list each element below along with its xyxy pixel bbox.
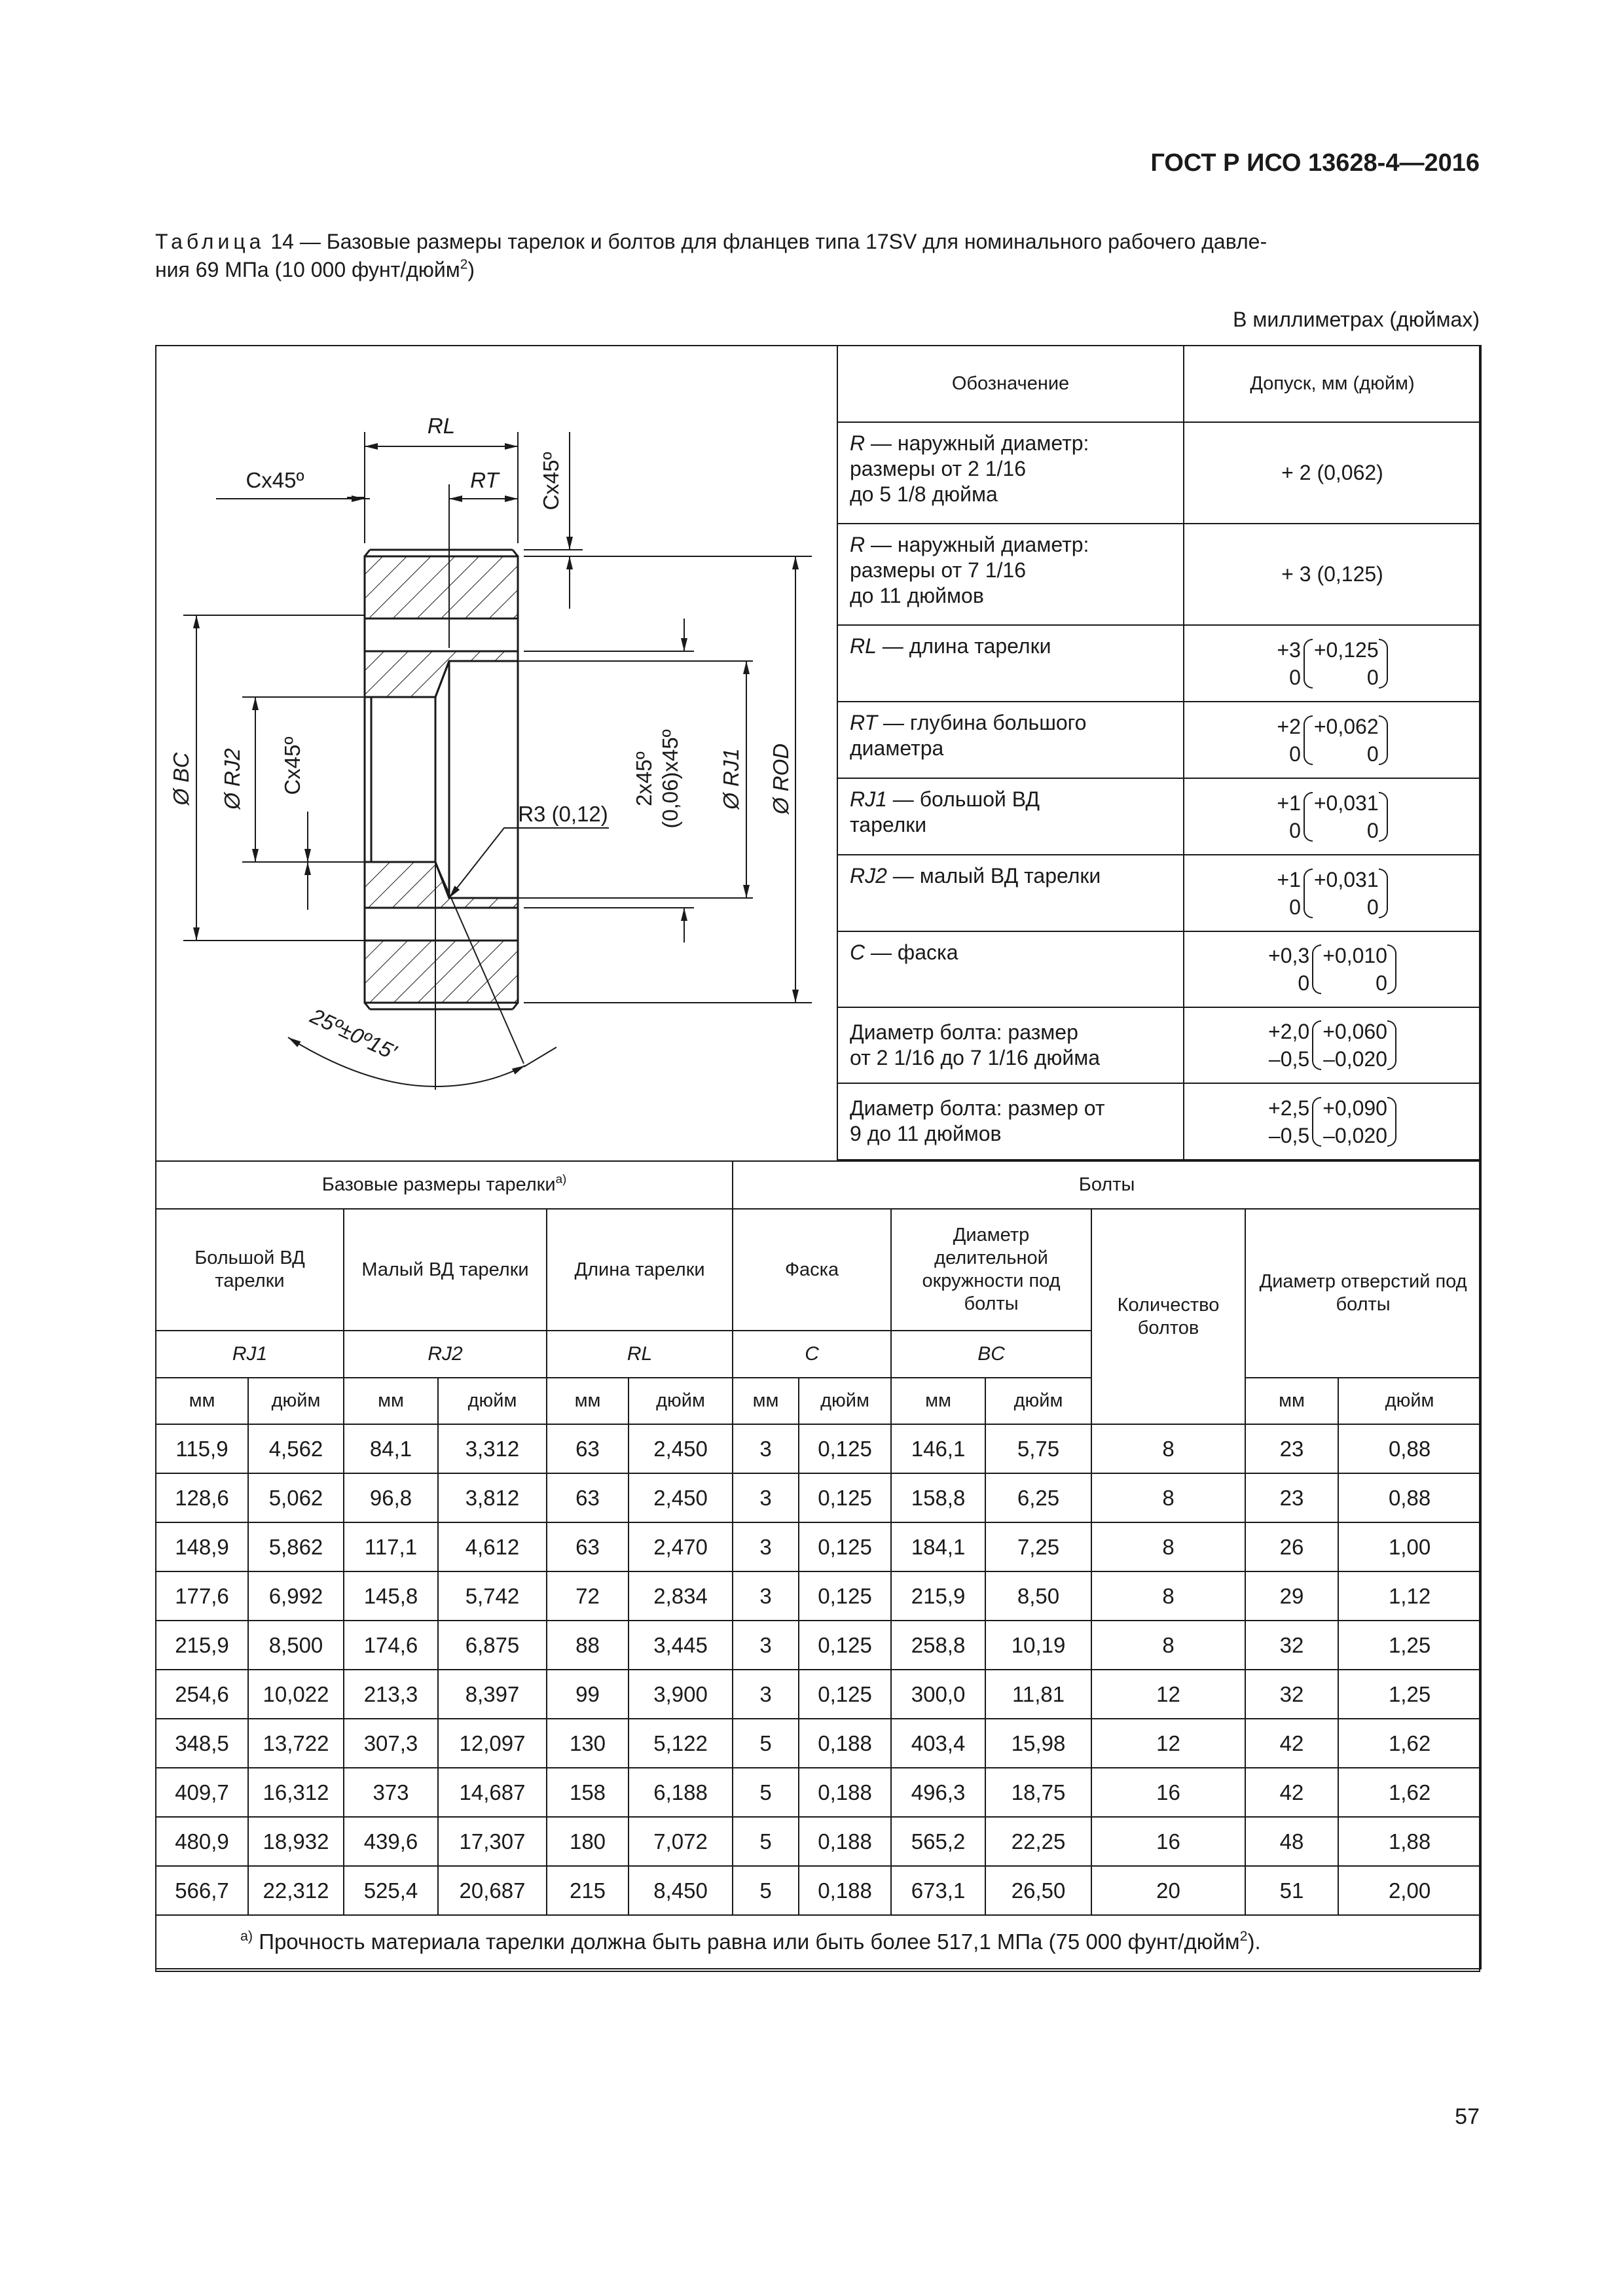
tol-row: R — наружный диаметр: размеры от 2 1/16 до 5 1/8 дюйма + 2 (0,062) [837,422,1481,524]
table-cell: 128,6 [156,1473,248,1522]
table-cell: 1,25 [1338,1670,1481,1719]
table-cell: 8 [1091,1571,1245,1621]
tol-value: + 2 (0,062) [1184,422,1481,524]
table-cell: 14,687 [438,1768,547,1817]
table-cell: 2,00 [1338,1866,1481,1915]
table-cell: 5 [733,1866,799,1915]
table-cell: 22,312 [248,1866,344,1915]
table-cell: 8 [1091,1621,1245,1670]
table-cell: 0,188 [799,1866,891,1915]
table-cell: 20 [1091,1866,1245,1915]
header-length: Длина тарелки [547,1209,733,1331]
table-cell: 3,445 [629,1621,733,1670]
label-chamfer-b: (0,06)x45º [658,729,682,829]
table-cell: 8,450 [629,1866,733,1915]
label-cx45-top: Cx45º [539,452,563,511]
table-cell: 7,25 [985,1522,1091,1571]
table-cell: 6,992 [248,1571,344,1621]
table-cell: 23 [1245,1424,1338,1473]
table-cell: 3 [733,1670,799,1719]
label-rt: RT [470,468,499,492]
tol-row: Диаметр болта: размер от 2 1/16 до 7 1/16 дюйма +2,0 –0,5 +0,060 –0,020 [837,1007,1481,1083]
table-cell: 8 [1091,1522,1245,1571]
table-cell: 180 [547,1817,629,1866]
table-cell: 8,397 [438,1670,547,1719]
footnote: $^{а)}$ Прочность материала тарелки должна быть равна или быть более 517,1 МПа (75 000 фунт/дюйм$^2$). [156,1915,1481,1969]
table-cell: 15,98 [985,1719,1091,1768]
caption-text-b: ния 69 МПа (10 000 фунт/дюйм [155,258,460,281]
caption-text-a: 14 — Базовые размеры тарелок и болтов для фланцев типа 17SV для номинального рабочего давле- [264,230,1267,253]
header-chamfer: Фаска [733,1209,891,1331]
table-cell: 145,8 [344,1571,438,1621]
table-cell: 16 [1091,1817,1245,1866]
unit-in: дюйм [1338,1378,1481,1424]
table-row [156,1522,1481,1571]
table-cell: 7,072 [629,1817,733,1866]
table-cell: 0,125 [799,1571,891,1621]
table-cell: 177,6 [156,1571,248,1621]
table-cell: 10,022 [248,1670,344,1719]
table-cell: 12 [1091,1719,1245,1768]
table-cell: 8,50 [985,1571,1091,1621]
table-cell: 0,125 [799,1621,891,1670]
table-cell: 63 [547,1473,629,1522]
table-cell: 0,88 [1338,1424,1481,1473]
table-cell: 32 [1245,1621,1338,1670]
unit-in: дюйм [438,1378,547,1424]
table-cell: 409,7 [156,1768,248,1817]
table-cell: 373 [344,1768,438,1817]
table-row [156,1866,1481,1915]
header-seat-dims: Базовые размеры тарелки$^{а)}$ [156,1161,733,1209]
table-cell: 1,00 [1338,1522,1481,1571]
table-cell: 2,450 [629,1473,733,1522]
table-cell: 5 [733,1817,799,1866]
table-cell: 2,470 [629,1522,733,1571]
label-cx45-left: Cx45º [246,468,304,492]
header-bolt-hole: Диаметр отверстий под болты [1245,1209,1481,1378]
header-small-id: Малый ВД тарелки [344,1209,547,1331]
label-rj1: Ø RJ1 [719,748,743,810]
tol-value: +3 0 +0,125 0 [1277,636,1387,691]
label-rl: RL [427,414,456,438]
table-cell: 158,8 [891,1473,985,1522]
table-cell: 8 [1091,1473,1245,1522]
table-cell: 3,812 [438,1473,547,1522]
label-bc: Ø BC [169,752,193,806]
table-cell: 29 [1245,1571,1338,1621]
table-row [156,1473,1481,1522]
table-cell: 403,4 [891,1719,985,1768]
tol-row: RJ2 — малый ВД тарелки +1 0 +0,031 0 [837,855,1481,931]
table-cell: 300,0 [891,1670,985,1719]
table-cell: 5,742 [438,1571,547,1621]
tol-value: +2 0 +0,062 0 [1277,713,1387,768]
table-cell: 13,722 [248,1719,344,1768]
table-cell: 146,1 [891,1424,985,1473]
table-cell: 215 [547,1866,629,1915]
table-cell: 16 [1091,1768,1245,1817]
seat-drawing [156,346,837,1161]
table-cell: 1,12 [1338,1571,1481,1621]
header-large-id: Большой ВД тарелки [156,1209,344,1331]
table-cell: 5,862 [248,1522,344,1571]
table-cell: 4,562 [248,1424,344,1473]
header-bolt-circle: Диаметр делительной окружности под болты [891,1209,1091,1331]
table-cell: 0,125 [799,1473,891,1522]
table-cell: 1,25 [1338,1621,1481,1670]
tol-value: +1 0 +0,031 0 [1277,866,1387,921]
table-cell: 99 [547,1670,629,1719]
table-cell: 84,1 [344,1424,438,1473]
table-cell: 439,6 [344,1817,438,1866]
table-cell: 117,1 [344,1522,438,1571]
label-cx45-vert: Cx45º [280,736,304,795]
table-cell: 566,7 [156,1866,248,1915]
table-row [156,1817,1481,1866]
table-cell: 11,81 [985,1670,1091,1719]
symbol-rj2: RJ2 [344,1331,547,1378]
table-row [156,1571,1481,1621]
table-cell: 673,1 [891,1866,985,1915]
table-cell: 96,8 [344,1473,438,1522]
table-cell: 0,125 [799,1522,891,1571]
table-cell: 48 [1245,1817,1338,1866]
table-cell: 26,50 [985,1866,1091,1915]
table-cell: 6,188 [629,1768,733,1817]
table-cell: 0,188 [799,1817,891,1866]
tol-row: R — наружный диаметр: размеры от 7 1/16 до 11 дюймов + 3 (0,125) [837,524,1481,625]
table-cell: 2,450 [629,1424,733,1473]
table-cell: 3 [733,1424,799,1473]
table-cell: 10,19 [985,1621,1091,1670]
tol-row: C — фаска +0,3 0 +0,010 0 [837,931,1481,1007]
table-cell: 1,62 [1338,1719,1481,1768]
table-cell: 5,122 [629,1719,733,1768]
table-cell: 0,125 [799,1670,891,1719]
tolerance-table [837,345,1482,1160]
unit-mm: мм [156,1378,248,1424]
table-cell: 158 [547,1768,629,1817]
caption-sup: 2 [460,257,468,272]
table-cell: 3,312 [438,1424,547,1473]
table-cell: 8 [1091,1424,1245,1473]
table-cell: 0,125 [799,1424,891,1473]
tol-value: +1 0 +0,031 0 [1277,789,1387,844]
tol-value: + 3 (0,125) [1184,524,1481,625]
table-row [156,1670,1481,1719]
unit-mm: мм [733,1378,799,1424]
unit-in: дюйм [629,1378,733,1424]
table-row [156,1424,1481,1473]
table-cell: 3 [733,1522,799,1571]
table-cell: 130 [547,1719,629,1768]
symbol-rl: RL [547,1331,733,1378]
caption-text-c: ) [467,258,475,281]
table-cell: 63 [547,1424,629,1473]
label-rj2: Ø RJ2 [220,748,244,810]
table-row [156,1768,1481,1817]
table-row [156,1621,1481,1670]
unit-mm: мм [547,1378,629,1424]
table-cell: 1,88 [1338,1817,1481,1866]
label-r3: R3 (0,12) [518,802,608,826]
table-caption [155,228,1484,284]
symbol-c: C [733,1331,891,1378]
table-cell: 565,2 [891,1817,985,1866]
table-cell: 148,9 [156,1522,248,1571]
table-cell: 254,6 [156,1670,248,1719]
table-cell: 3,900 [629,1670,733,1719]
table-cell: 215,9 [156,1621,248,1670]
unit-in: дюйм [985,1378,1091,1424]
table-cell: 18,932 [248,1817,344,1866]
table-cell: 63 [547,1522,629,1571]
label-angle: 25º±0º15′ [306,1003,401,1064]
table-cell: 174,6 [344,1621,438,1670]
table-cell: 0,188 [799,1768,891,1817]
table-cell: 307,3 [344,1719,438,1768]
table-cell: 115,9 [156,1424,248,1473]
tol-row: RJ1 — большой ВД тарелки +1 0 +0,031 0 [837,778,1481,855]
tol-value: +0,3 0 +0,010 0 [1268,942,1396,997]
tol-value: +2,5 –0,5 +0,090 –0,020 [1268,1094,1396,1149]
table-cell: 184,1 [891,1522,985,1571]
table-cell: 8,500 [248,1621,344,1670]
table-cell: 20,687 [438,1866,547,1915]
table-cell: 23 [1245,1473,1338,1522]
symbol-rj1: RJ1 [156,1331,344,1378]
table-cell: 0,188 [799,1719,891,1768]
tol-value: +2,0 –0,5 +0,060 –0,020 [1268,1018,1396,1073]
table-cell: 6,875 [438,1621,547,1670]
unit-in: дюйм [799,1378,891,1424]
table-cell: 215,9 [891,1571,985,1621]
tol-row: RL — длина тарелки +3 0 +0,125 0 [837,625,1481,702]
table-cell: 12,097 [438,1719,547,1768]
table-cell: 51 [1245,1866,1338,1915]
table-cell: 496,3 [891,1768,985,1817]
table-cell: 213,3 [344,1670,438,1719]
table-cell: 18,75 [985,1768,1091,1817]
units-note: В миллиметрах (дюймах) [1233,308,1480,331]
table-cell: 42 [1245,1719,1338,1768]
table-cell: 42 [1245,1768,1338,1817]
table-cell: 1,62 [1338,1768,1481,1817]
table-cell: 72 [547,1571,629,1621]
unit-mm: мм [1245,1378,1338,1424]
caption-label: Таблица [155,230,265,253]
symbol-bc: BC [891,1331,1091,1378]
tol-row: RT — глубина большого диаметра +2 0 +0,062 0 [837,702,1481,778]
table-cell: 0,88 [1338,1473,1481,1522]
table-cell: 5 [733,1768,799,1817]
table-cell: 16,312 [248,1768,344,1817]
table-cell: 32 [1245,1670,1338,1719]
unit-in: дюйм [248,1378,344,1424]
table-cell: 26 [1245,1522,1338,1571]
label-chamfer-a: 2x45º [632,751,656,806]
table-cell: 17,307 [438,1817,547,1866]
tol-header-tolerance: Допуск, мм (дюйм) [1184,346,1481,422]
table-cell: 525,4 [344,1866,438,1915]
unit-mm: мм [344,1378,438,1424]
unit-mm: мм [891,1378,985,1424]
label-rod: Ø ROD [769,743,793,815]
page-number: 57 [1455,2104,1480,2129]
table-cell: 5 [733,1719,799,1768]
header-bolts: Болты [733,1161,1481,1209]
table-cell: 3 [733,1571,799,1621]
table-cell: 5,062 [248,1473,344,1522]
table-cell: 4,612 [438,1522,547,1571]
table-cell: 2,834 [629,1571,733,1621]
table-cell: 3 [733,1473,799,1522]
table-cell: 348,5 [156,1719,248,1768]
table-cell: 480,9 [156,1817,248,1866]
seat-cross-section [365,556,518,1003]
tol-header-designation: Обозначение [837,346,1184,422]
table-cell: 12 [1091,1670,1245,1719]
table-cell: 3 [733,1621,799,1670]
table-cell: 22,25 [985,1817,1091,1866]
table-row [156,1719,1481,1768]
header-bolt-count: Количество болтов [1091,1209,1245,1424]
table-cell: 258,8 [891,1621,985,1670]
table-cell: 5,75 [985,1424,1091,1473]
tol-row: Диаметр болта: размер от 9 до 11 дюймов +2,5 –0,5 +0,090 –0,020 [837,1083,1481,1160]
table-cell: 88 [547,1621,629,1670]
dimensions-table [155,1160,1482,1969]
standard-designation: ГОСТ Р ИСО 13628-4—2016 [1150,149,1480,177]
table-cell: 6,25 [985,1473,1091,1522]
